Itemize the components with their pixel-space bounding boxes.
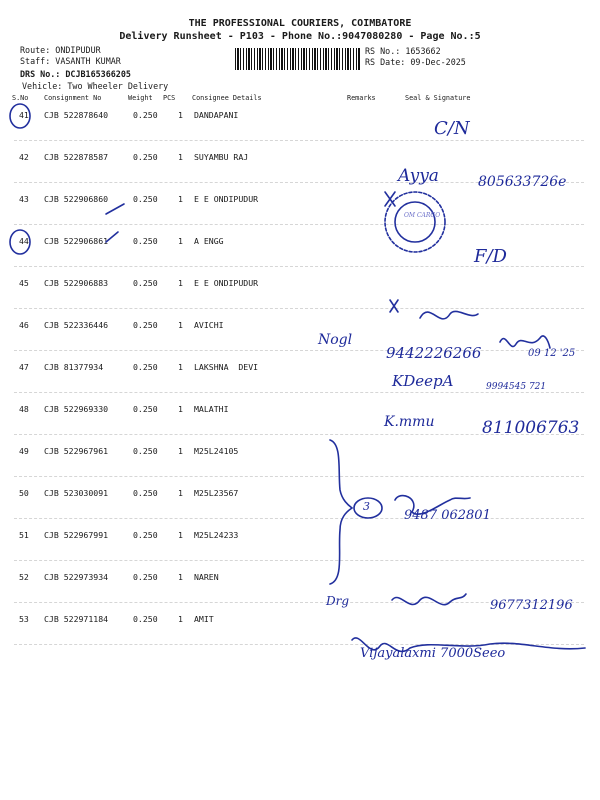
col-remarks: Remarks: [347, 94, 376, 102]
handwritten-vijayalaxmi: Vijayalaxmi 7000Seeo: [360, 646, 506, 661]
handwritten-kmmu: K.mmu: [384, 414, 435, 430]
col-seal-signature: Seal & Signature: [405, 94, 471, 102]
row-weight: 0.250: [133, 446, 158, 456]
row-pcs: 1: [178, 614, 183, 624]
row-divider: [14, 308, 584, 309]
row-consignment: CJB 522878587: [44, 152, 109, 162]
row-divider: [14, 644, 584, 645]
row-pcs: 1: [178, 572, 183, 582]
row-weight: 0.250: [133, 194, 158, 204]
handwritten-cn: C/N: [434, 118, 470, 139]
row-consignment: CJB 522967991: [44, 530, 109, 540]
row-consignee: LAKSHNA DEVI: [194, 362, 259, 372]
row-divider: [14, 224, 584, 225]
row-divider: [14, 476, 584, 477]
barcode-image: [235, 48, 361, 70]
row-weight: 0.250: [133, 530, 158, 540]
row-pcs: 1: [178, 488, 183, 498]
row-consignment: CJB 522878640: [44, 110, 109, 120]
table-row: [0, 236, 600, 278]
row-pcs: 1: [178, 362, 183, 372]
staff-text: Staff: VASANTH KUMAR: [20, 56, 121, 66]
row-divider: [14, 392, 584, 393]
table-row: [0, 110, 600, 152]
row-sno: 49: [19, 446, 29, 456]
handwritten-phone-5: 9487 062801: [404, 508, 491, 523]
handwritten-fd: F/D: [474, 246, 507, 267]
drs-number: DRS No.: DCJB165366205: [20, 69, 131, 79]
row-pcs: 1: [178, 446, 183, 456]
row-consignment: CJB 522971184: [44, 614, 109, 624]
handwritten-phone-4: 811006763: [482, 418, 580, 438]
col-consignee: Consignee Details: [192, 94, 262, 102]
row-consignment: CJB 522906860: [44, 194, 109, 204]
row-pcs: 1: [178, 530, 183, 540]
handwritten-drg: Drg: [326, 594, 350, 608]
rs-number: RS No.: 1653662: [365, 46, 441, 56]
row-weight: 0.250: [133, 362, 158, 372]
row-consignment: CJB 522969330: [44, 404, 109, 414]
table-row: [0, 320, 600, 362]
handwritten-phone-2: 9442226266: [386, 344, 482, 362]
col-sno: S.No: [12, 94, 29, 102]
row-sno: 44: [19, 236, 29, 246]
row-sno: 41: [19, 110, 29, 120]
handwritten-phone-1: 805633726e: [478, 174, 567, 190]
table-row: [0, 194, 600, 236]
handwritten-date: 09 12 '25: [528, 348, 576, 359]
row-consignee: NAREN: [194, 572, 219, 582]
table-row: [0, 488, 600, 530]
row-weight: 0.250: [133, 404, 158, 414]
handwritten-circled-3: 3: [363, 500, 370, 513]
row-consignment: CJB 522336446: [44, 320, 109, 330]
route-text: Route: ONDIPUDUR: [20, 45, 101, 55]
handwritten-nogl: Nogl: [318, 332, 353, 348]
company-title: THE PROFESSIONAL COURIERS, COIMBATORE: [188, 18, 412, 29]
row-consignee: M25L24233: [194, 530, 239, 540]
row-consignee: A ENGG: [194, 236, 224, 246]
row-pcs: 1: [178, 194, 183, 204]
handwritten-phone-6: 9677312196: [490, 598, 573, 613]
vehicle-text: Vehicle: Two Wheeler Delivery: [22, 81, 169, 91]
row-sno: 52: [19, 572, 29, 582]
row-consignee: AVICHI: [194, 320, 224, 330]
rs-date: RS Date: 09-Dec-2025: [365, 57, 466, 67]
row-pcs: 1: [178, 152, 183, 162]
row-weight: 0.250: [133, 320, 158, 330]
row-consignee: M25L23567: [194, 488, 239, 498]
row-weight: 0.250: [133, 278, 158, 288]
row-consignment: CJB 81377934: [44, 362, 104, 372]
row-divider: [14, 560, 584, 561]
handwritten-ayya: Ayya: [398, 166, 439, 186]
table-row: [0, 530, 600, 572]
row-sno: 43: [19, 194, 29, 204]
stamp-text: OM CARGO: [404, 212, 441, 219]
col-consignment: Consignment No: [44, 94, 102, 102]
row-consignee: DANDAPANI: [194, 110, 239, 120]
table-row: [0, 614, 600, 656]
row-sno: 46: [19, 320, 29, 330]
col-weight: Weight: [128, 94, 153, 102]
row-weight: 0.250: [133, 236, 158, 246]
table-row: [0, 446, 600, 488]
row-sno: 42: [19, 152, 29, 162]
row-divider: [14, 518, 584, 519]
row-sno: 53: [19, 614, 29, 624]
row-pcs: 1: [178, 236, 183, 246]
row-pcs: 1: [178, 320, 183, 330]
table-row: [0, 278, 600, 320]
row-pcs: 1: [178, 110, 183, 120]
row-consignment: CJB 523030091: [44, 488, 109, 498]
row-sno: 45: [19, 278, 29, 288]
row-weight: 0.250: [133, 488, 158, 498]
row-consignment: CJB 522906861: [44, 236, 109, 246]
row-consignee: E E ONDIPUDUR: [194, 194, 259, 204]
row-consignee: MALATHI: [194, 404, 229, 414]
row-divider: [14, 140, 584, 141]
row-pcs: 1: [178, 404, 183, 414]
row-weight: 0.250: [133, 152, 158, 162]
row-consignee: M25L24105: [194, 446, 239, 456]
row-weight: 0.250: [133, 110, 158, 120]
row-consignee: SUYAMBU RAJ: [194, 152, 249, 162]
row-weight: 0.250: [133, 614, 158, 624]
row-divider: [14, 350, 584, 351]
col-pcs: PCS: [163, 94, 176, 102]
handwritten-phone-3: 9994545 721: [486, 382, 547, 392]
row-pcs: 1: [178, 278, 183, 288]
row-weight: 0.250: [133, 572, 158, 582]
handwritten-kdeepa: KDeepA: [392, 372, 454, 390]
row-sno: 51: [19, 530, 29, 540]
row-consignment: CJB 522906883: [44, 278, 109, 288]
row-consignment: CJB 522967961: [44, 446, 109, 456]
row-sno: 50: [19, 488, 29, 498]
row-sno: 47: [19, 362, 29, 372]
row-consignee: E E ONDIPUDUR: [194, 278, 259, 288]
runsheet-subtitle: Delivery Runsheet - P103 - Phone No.:9047080280 - Page No.:5: [119, 31, 481, 42]
row-sno: 48: [19, 404, 29, 414]
row-consignee: AMIT: [194, 614, 214, 624]
row-consignment: CJB 522973934: [44, 572, 109, 582]
